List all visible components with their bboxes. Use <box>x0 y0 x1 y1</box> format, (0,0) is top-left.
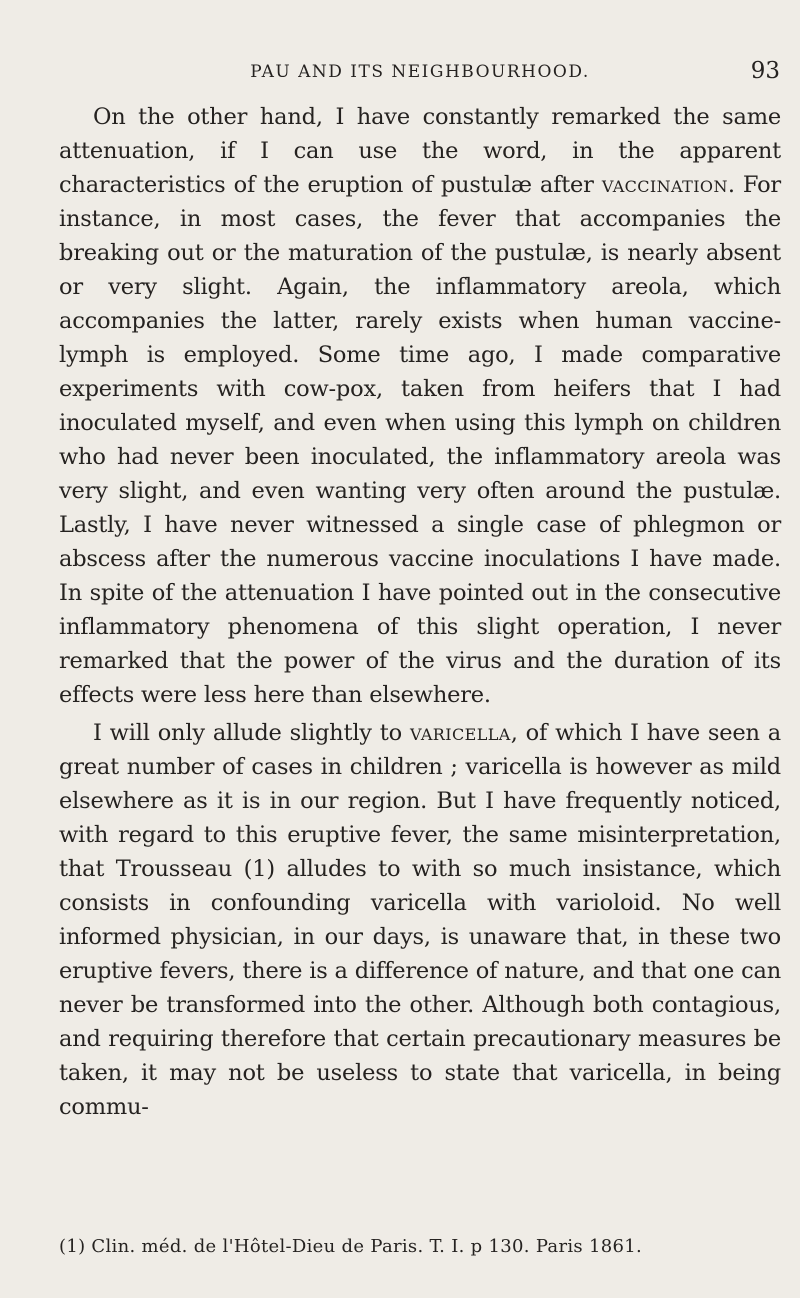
paragraph-text: . For instance, in most cases, the fever that accompanies the breaking out or the maturation of the pustulæ, is nearly absent or very slight. Again, the inflammatory areola, which accompanies the latter, rarely exists when human vaccine-lymph is employed. Some time ago, I made comparative experiments with cow-pox, taken from heifers that I had inoculated myself, and even when using this lymph on children who had never been inoculated, the inflammatory areola was very slight, and even wanting very often around the pustulæ. Lastly, I have never witnessed a single case of phlegmon or abscess after the numerous vaccine inoculations I have made. In spite of the attenuation I have pointed out in the consecutive inflammatory phenomena of this slight operation, I never remarked that the power of the virus and the duration of its effects were less here than elsewhere. <box>59 172 781 708</box>
small-caps-term: varicella <box>409 720 511 746</box>
running-head <box>60 58 780 88</box>
paragraph-vaccination <box>59 100 781 712</box>
paragraph-text: I will only allude slightly to <box>93 720 410 746</box>
body-text <box>59 100 781 1124</box>
paragraph-varicella <box>59 716 781 1124</box>
small-caps-term: vaccination <box>601 172 728 198</box>
footnote: (1) Clin. méd. de l'Hôtel-Dieu de Paris. T. I. p 130. Paris 1861. <box>59 1236 643 1257</box>
page-number: 93 <box>750 58 780 84</box>
paragraph-text: , of which I have seen a great number of cases in children ; varicella is however as mild elsewhere as it is in our region. But I have frequently noticed, with regard to this eruptive fever, the same misinterpretation, that Trousseau (1) alludes to with so much insistance, which consists in confounding varicella with varioloid. No well informed physician, in our days, is unaware that, in these two eruptive fevers, there is a difference of nature, and that one can never be transformed into the other. Although both contagious, and requiring therefore that certain precautionary measures be taken, it may not be useless to state that varicella, in being commu- <box>59 720 781 1120</box>
paragraph-text: On the other hand, I have constantly remarked the same attenuation, if I can use the word, in the apparent characteristics of the eruption of pustulæ after <box>59 104 781 198</box>
running-title: PAU AND ITS NEIGHBOURHOOD. <box>250 62 590 82</box>
